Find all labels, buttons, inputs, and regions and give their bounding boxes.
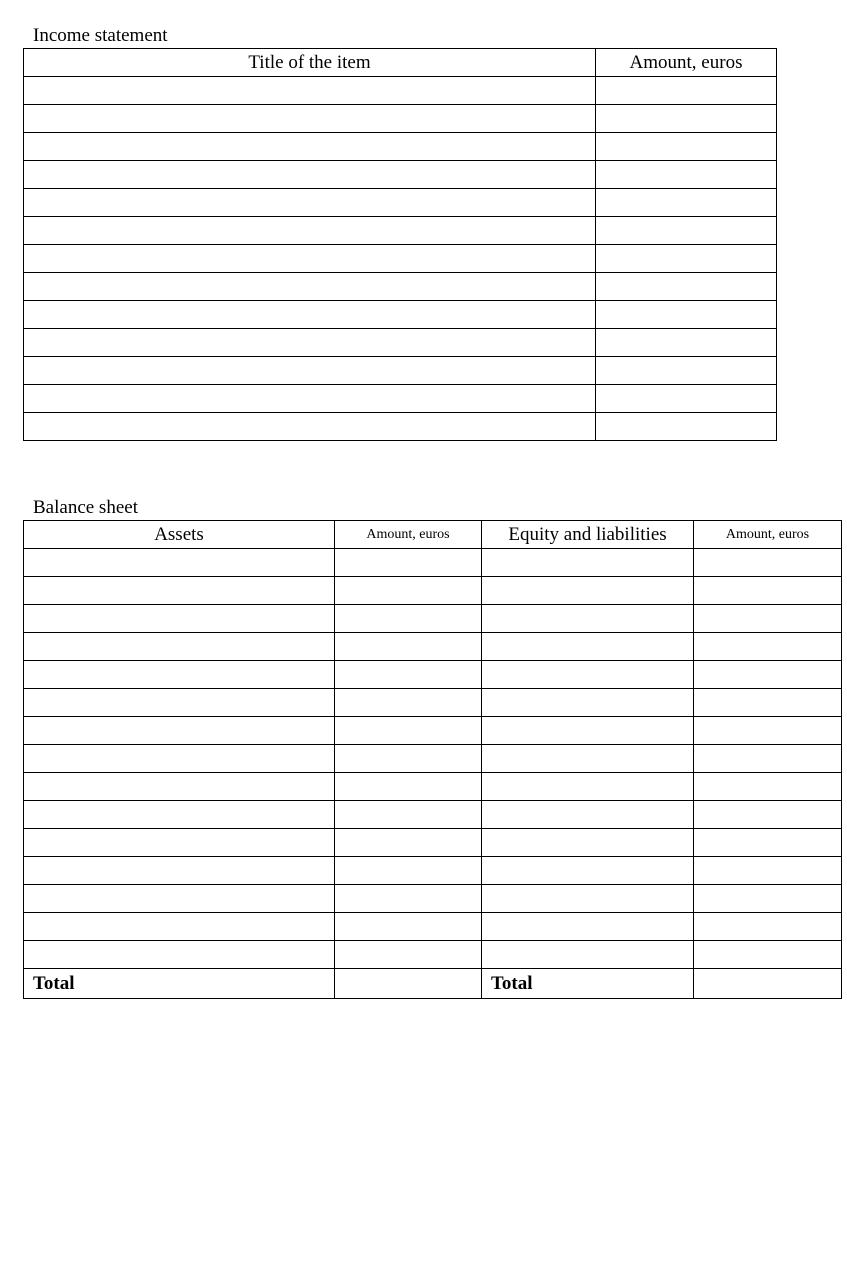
equity-amount-cell — [694, 773, 842, 801]
asset-cell — [24, 829, 335, 857]
income-amount-cell — [596, 161, 777, 189]
asset-amount-cell — [335, 633, 482, 661]
balance-row — [24, 941, 842, 969]
balance-sheet-caption: Balance sheet — [33, 497, 138, 518]
equity-cell — [482, 689, 694, 717]
balance-row — [24, 717, 842, 745]
equity-cell — [482, 857, 694, 885]
income-title-cell — [24, 133, 596, 161]
income-header-row — [24, 49, 777, 77]
equity-cell — [482, 605, 694, 633]
balance-row — [24, 577, 842, 605]
asset-cell — [24, 857, 335, 885]
asset-cell — [24, 577, 335, 605]
income-amount-cell — [596, 133, 777, 161]
income-title-cell — [24, 217, 596, 245]
asset-amount-cell — [335, 745, 482, 773]
equity-amount-cell — [694, 913, 842, 941]
asset-cell — [24, 745, 335, 773]
balance-row — [24, 829, 842, 857]
equity-amount-cell — [694, 829, 842, 857]
balance-row — [24, 661, 842, 689]
income-statement-body — [24, 77, 777, 441]
assets-total-label: Total — [24, 969, 335, 999]
income-title-cell — [24, 161, 596, 189]
income-amount-header: Amount, euros — [596, 49, 777, 77]
equity-amount-cell — [694, 689, 842, 717]
assets-total-amount-cell — [335, 969, 482, 999]
income-amount-cell — [596, 77, 777, 105]
equity-amount-cell — [694, 801, 842, 829]
income-row — [24, 161, 777, 189]
asset-cell — [24, 941, 335, 969]
equity-amount-cell — [694, 745, 842, 773]
income-amount-cell — [596, 357, 777, 385]
income-title-header: Title of the item — [24, 49, 596, 77]
income-amount-cell — [596, 329, 777, 357]
income-amount-cell — [596, 105, 777, 133]
asset-cell — [24, 801, 335, 829]
balance-row — [24, 801, 842, 829]
balance-row — [24, 745, 842, 773]
equity-amount-cell — [694, 857, 842, 885]
balance-sheet-table — [23, 520, 842, 999]
equity-cell — [482, 773, 694, 801]
asset-amount-cell — [335, 717, 482, 745]
income-title-cell — [24, 357, 596, 385]
asset-amount-cell — [335, 605, 482, 633]
equity-header: Equity and liabilities — [482, 521, 694, 549]
balance-total-row — [24, 969, 842, 999]
asset-amount-cell — [335, 857, 482, 885]
equity-cell — [482, 885, 694, 913]
balance-row — [24, 549, 842, 577]
equity-amount-cell — [694, 633, 842, 661]
equity-amount-cell — [694, 549, 842, 577]
assets-amount-header: Amount, euros — [335, 521, 482, 549]
equity-cell — [482, 577, 694, 605]
balance-row — [24, 689, 842, 717]
income-title-cell — [24, 105, 596, 133]
equity-amount-cell — [694, 661, 842, 689]
asset-amount-cell — [335, 689, 482, 717]
balance-row — [24, 773, 842, 801]
equity-cell — [482, 633, 694, 661]
income-amount-cell — [596, 217, 777, 245]
asset-amount-cell — [335, 885, 482, 913]
income-row — [24, 273, 777, 301]
balance-row — [24, 913, 842, 941]
income-title-cell — [24, 245, 596, 273]
income-title-cell — [24, 189, 596, 217]
income-amount-cell — [596, 385, 777, 413]
income-amount-cell — [596, 245, 777, 273]
equity-total-label: Total — [482, 969, 694, 999]
equity-amount-cell — [694, 605, 842, 633]
asset-amount-cell — [335, 829, 482, 857]
income-amount-cell — [596, 301, 777, 329]
assets-header: Assets — [24, 521, 335, 549]
income-row — [24, 77, 777, 105]
asset-cell — [24, 717, 335, 745]
income-row — [24, 245, 777, 273]
asset-amount-cell — [335, 773, 482, 801]
balance-row — [24, 605, 842, 633]
income-amount-cell — [596, 413, 777, 441]
equity-cell — [482, 717, 694, 745]
equity-amount-cell — [694, 577, 842, 605]
asset-cell — [24, 689, 335, 717]
asset-cell — [24, 633, 335, 661]
income-title-cell — [24, 301, 596, 329]
asset-cell — [24, 913, 335, 941]
income-title-cell — [24, 385, 596, 413]
income-title-cell — [24, 413, 596, 441]
income-row — [24, 105, 777, 133]
balance-header-row — [24, 521, 842, 549]
equity-cell — [482, 941, 694, 969]
asset-amount-cell — [335, 661, 482, 689]
income-row — [24, 189, 777, 217]
asset-cell — [24, 773, 335, 801]
equity-cell — [482, 913, 694, 941]
balance-row — [24, 857, 842, 885]
equity-amount-cell — [694, 717, 842, 745]
equity-cell — [482, 549, 694, 577]
income-row — [24, 301, 777, 329]
asset-amount-cell — [335, 941, 482, 969]
equity-amount-header: Amount, euros — [694, 521, 842, 549]
equity-cell — [482, 661, 694, 689]
asset-cell — [24, 549, 335, 577]
asset-amount-cell — [335, 801, 482, 829]
asset-amount-cell — [335, 913, 482, 941]
equity-cell — [482, 829, 694, 857]
income-amount-cell — [596, 273, 777, 301]
equity-total-amount-cell — [694, 969, 842, 999]
asset-cell — [24, 661, 335, 689]
equity-amount-cell — [694, 941, 842, 969]
income-title-cell — [24, 329, 596, 357]
balance-row — [24, 885, 842, 913]
income-row — [24, 329, 777, 357]
asset-amount-cell — [335, 549, 482, 577]
equity-amount-cell — [694, 885, 842, 913]
asset-cell — [24, 605, 335, 633]
income-row — [24, 133, 777, 161]
equity-cell — [482, 801, 694, 829]
income-row — [24, 217, 777, 245]
income-title-cell — [24, 77, 596, 105]
asset-cell — [24, 885, 335, 913]
income-row — [24, 357, 777, 385]
income-row — [24, 385, 777, 413]
equity-cell — [482, 745, 694, 773]
asset-amount-cell — [335, 577, 482, 605]
balance-row — [24, 633, 842, 661]
balance-sheet-body — [24, 549, 842, 969]
income-title-cell — [24, 273, 596, 301]
income-amount-cell — [596, 189, 777, 217]
income-statement-table — [23, 48, 777, 441]
income-statement-caption: Income statement — [33, 25, 168, 46]
income-row — [24, 413, 777, 441]
